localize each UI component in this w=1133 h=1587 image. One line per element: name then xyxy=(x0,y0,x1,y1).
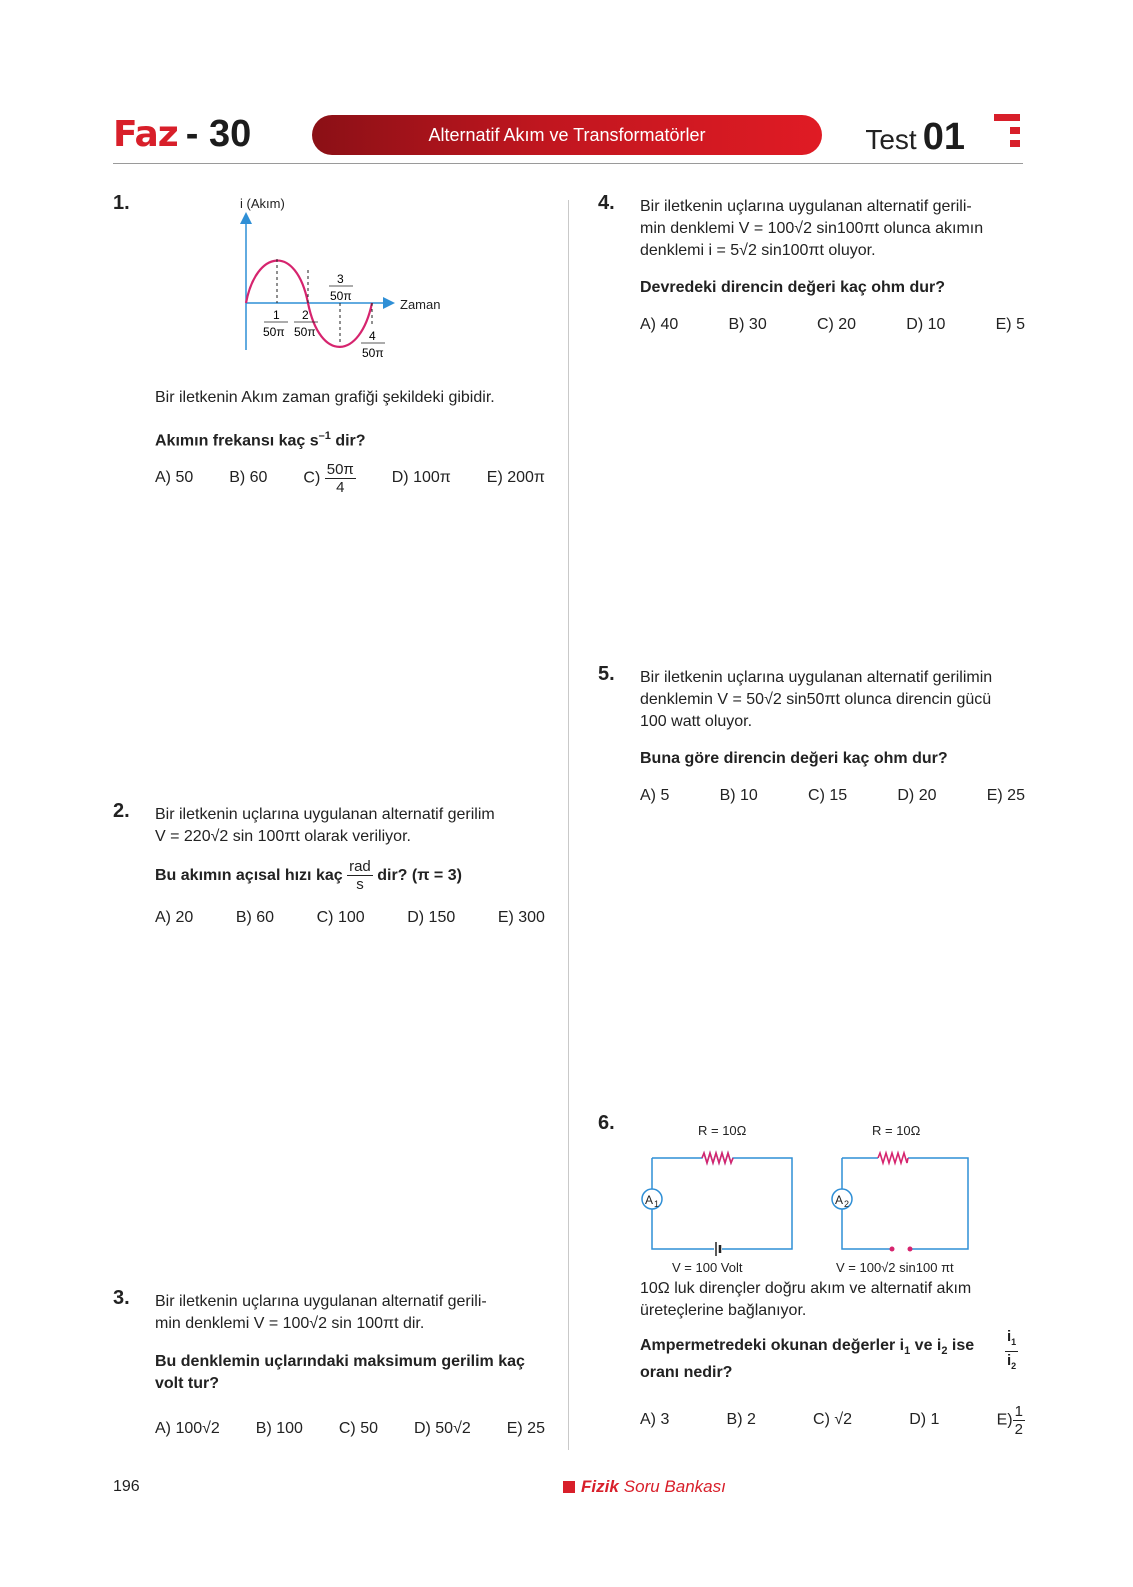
q3-option-e[interactable]: E) 25 xyxy=(506,1420,545,1437)
test-word: Test xyxy=(865,124,917,155)
q4-option-d[interactable]: D) 10 xyxy=(906,316,946,333)
q3-number: 3. xyxy=(113,1287,130,1309)
logo-number: - 30 xyxy=(185,112,252,155)
q6-resistor-1 xyxy=(702,1153,733,1163)
q4-option-a[interactable]: A) 40 xyxy=(640,316,679,333)
q3-text: Bir iletkenin uçlarına uygulanan alternatif gerili- min denklemi V = 100√2 sin 100πt dir. xyxy=(155,1293,487,1332)
q1-options xyxy=(155,458,545,498)
q4-number: 4. xyxy=(598,192,615,214)
q5-option-e[interactable]: E) 25 xyxy=(986,787,1025,804)
q3-question: Bu denklemin uçlarındaki maksimum gerilim kaç volt tur? xyxy=(155,1353,525,1392)
test-mark-icon xyxy=(994,114,1020,152)
q3-option-d[interactable]: D) 50√2 xyxy=(413,1420,471,1437)
q1-option-b[interactable]: B) 60 xyxy=(229,469,268,486)
q2-option-a[interactable]: A) 20 xyxy=(155,909,194,926)
q6-dc-circuit xyxy=(642,1123,792,1275)
q1-current-time-graph xyxy=(230,195,460,365)
q2-option-b[interactable]: B) 60 xyxy=(235,909,275,926)
test-label xyxy=(865,116,965,159)
q1-question: Akımın frekansı kaç $s^{-1}$ dir? xyxy=(155,430,366,450)
q1-tick-4-den: 50π xyxy=(362,346,384,360)
q6-ac-terminal-left xyxy=(890,1247,895,1252)
q6-option-e[interactable]: E) $\frac{1}{2}$ xyxy=(996,1402,1023,1438)
q6-number: 6. xyxy=(598,1112,615,1134)
q6-text: 10Ω luk dirençler doğru akım ve alternatif akım üreteçlerine bağlanıyor. xyxy=(640,1280,972,1319)
q1-tick-2-den: 50π xyxy=(294,325,316,339)
header-divider xyxy=(113,163,1023,164)
q6-r1-label: R = 10Ω xyxy=(698,1123,747,1138)
q1-tick-1-num: 1 xyxy=(273,308,280,322)
q4-options xyxy=(640,316,1025,334)
q6-a2-sub: 2 xyxy=(844,1199,850,1209)
q6-option-b[interactable]: B) 2 xyxy=(726,1411,756,1428)
q1-text: Bir iletkenin Akım zaman grafiği şekildeki gibidir. xyxy=(155,389,495,406)
q2-text: Bir iletkenin uçlarına uygulanan alternatif gerilim V = 220√2 sin 100πt olarak veriliyor. xyxy=(155,806,495,845)
q2-option-d[interactable]: D) 150 xyxy=(407,909,456,926)
q1-tick-3-num: 3 xyxy=(337,272,344,286)
q1-number: 1. xyxy=(113,192,130,214)
footer-brand xyxy=(563,1477,726,1497)
faz-logo xyxy=(113,112,251,156)
logo-wordmark: Faz xyxy=(113,113,178,155)
q1-tick-3-den: 50π xyxy=(330,289,352,303)
q4-option-e[interactable]: E) 5 xyxy=(995,316,1025,333)
q2-option-e[interactable]: E) 300 xyxy=(497,909,545,926)
brand-subject: Fizik xyxy=(581,1477,619,1496)
q2-number: 2. xyxy=(113,800,130,822)
q6-ac-circuit xyxy=(832,1123,968,1275)
q5-option-d[interactable]: D) 20 xyxy=(897,787,937,804)
q5-text: Bir iletkenin uçlarına uygulanan alternatif gerilimin denklemin V = 50√2 sin50πt olunca direncin gücü 100 watt oluyor. xyxy=(640,669,993,730)
q1-y-label: i (Akım) xyxy=(240,196,285,211)
q5-question: Buna göre direncin değeri kaç ohm dur? xyxy=(640,750,948,767)
q6-v1-label: V = 100 Volt xyxy=(672,1260,743,1275)
page-number: 196 xyxy=(113,1478,140,1495)
q1-option-e[interactable]: E) 200π xyxy=(486,469,545,486)
q3-options xyxy=(155,1420,545,1438)
q1-tick-2-num: 2 xyxy=(302,308,309,322)
chapter-title: Alternatif Akım ve Transformatörler xyxy=(428,124,706,145)
q5-number: 5. xyxy=(598,663,615,685)
brand-square-icon xyxy=(563,1481,575,1493)
q1-option-d[interactable]: D) 100π xyxy=(391,469,451,486)
q4-text: Bir iletkenin uçlarına uygulanan alternatif gerili- min denklemi V = 100√2 sin100πt olunca akımın denklemi i = 5√2 sin100πt oluyor. xyxy=(640,198,984,259)
q6-option-c[interactable]: C) √2 xyxy=(813,1411,853,1428)
q5-options xyxy=(640,787,1025,805)
q6-a2-label: A xyxy=(835,1193,844,1207)
q1-x-label: Zaman xyxy=(400,297,441,312)
q5-option-a[interactable]: A) 5 xyxy=(640,787,670,804)
q1-option-a[interactable]: A) 50 xyxy=(155,469,194,486)
q6-question: Ampermetredeki okunan değerler $i_1$ ve $i_2$ ise oranı nedir? xyxy=(640,1337,975,1382)
q2-question: Bu akımın açısal hızı kaç $\frac{\text{rad}}{s}$ dir? (π = 3) xyxy=(155,858,462,893)
q1-tick-4-num: 4 xyxy=(369,329,376,343)
q6-option-a[interactable]: A) 3 xyxy=(640,1411,670,1428)
q6-v2-label: V = 100√2 sin100 πt xyxy=(836,1260,954,1275)
q2-option-c[interactable]: C) 100 xyxy=(316,909,365,926)
q6-circuit-diagram xyxy=(630,1118,1010,1278)
chapter-title-bar xyxy=(312,115,822,155)
q6-options xyxy=(640,1400,1025,1440)
q6-resistor-2 xyxy=(878,1153,908,1163)
q6-r2-label: R = 10Ω xyxy=(872,1123,921,1138)
q3-option-c[interactable]: C) 50 xyxy=(338,1420,378,1437)
q5-option-b[interactable]: B) 10 xyxy=(719,787,758,804)
q6-ratio: $\frac{i_1}{i_2}$ xyxy=(1007,1328,1017,1371)
q4-option-c[interactable]: C) 20 xyxy=(816,316,857,333)
q6-option-d[interactable]: D) 1 xyxy=(909,1411,940,1428)
q6-a1-label: A xyxy=(645,1193,654,1207)
q4-option-b[interactable]: B) 30 xyxy=(728,316,767,333)
q3-option-a[interactable]: A) 100√2 xyxy=(155,1420,220,1437)
column-divider xyxy=(568,200,569,1450)
q1-tick-1-den: 50π xyxy=(263,325,285,339)
q5-option-c[interactable]: C) 15 xyxy=(808,787,848,804)
brand-title: Soru Bankası xyxy=(623,1477,726,1496)
q1-option-c[interactable]: C) $\frac{50\pi}{4}$ xyxy=(303,460,354,496)
q4-question: Devredeki direncin değeri kaç ohm dur? xyxy=(640,279,945,296)
test-number: 01 xyxy=(922,116,965,158)
q3-option-b[interactable]: B) 100 xyxy=(255,1420,303,1437)
q6-a1-sub: 1 xyxy=(654,1199,660,1209)
q2-options xyxy=(155,909,545,927)
q6-ac-terminal-right xyxy=(908,1247,913,1252)
